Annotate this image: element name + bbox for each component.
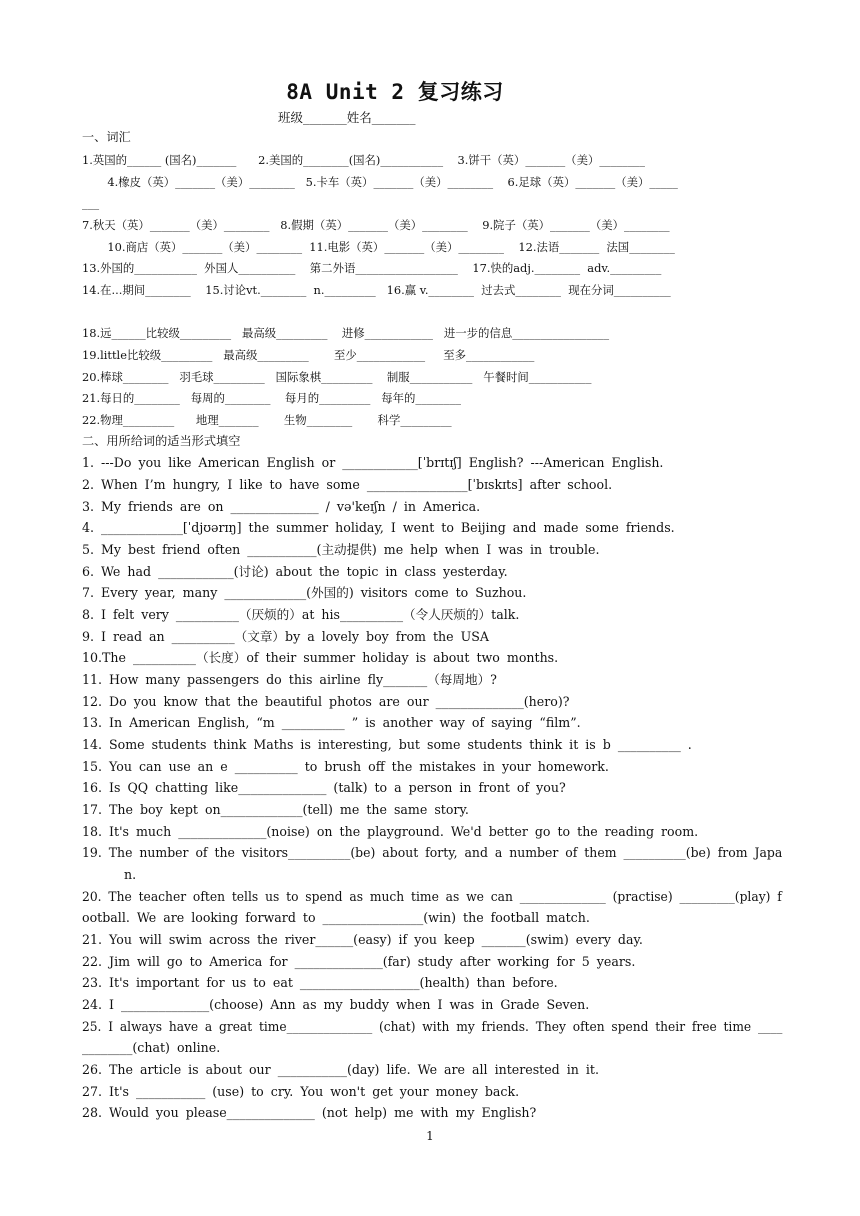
exercise-line: 28. Would you please______________ (not help) me with my English? [82,1105,537,1120]
exercise-line: 12. Do you know that the beautiful photos are our ______________(hero)? [82,694,570,709]
exercise-line: 14. Some students think Maths is interesting, but some students think it is b __________ . [82,737,692,752]
vocab-line: 1.英国的______ (国名)_______ 2.美国的________(国名)___________ 3.饼干（英）_______（美）________ [82,153,645,167]
page-number: 1 [426,1129,434,1143]
exercise-line: 4. _____________[ˈdjʊərɪŋ] the summer holiday, I went to Beijing and made some friends. [82,520,675,535]
exercise-line: 22. Jim will go to America for ______________(far) study after working for 5 years. [82,954,636,969]
section1-heading: 一、词汇 [82,130,131,144]
exercise-line: 26. The article is about our ___________(day) life. We are all interested in it. [82,1062,599,1077]
exercise-line: ootball. We are looking forward to ________________(win) the football match. [82,910,590,925]
vocab-line: 22.物理_________ 地理_______ 生物________ 科学_________ [82,413,452,427]
exercise-line: 15. You can use an e __________ to brush off the mistakes in your homework. [82,759,609,774]
exercise-line: 11. How many passengers do this airline fly_______（每周地）? [82,672,497,687]
exercise-line: 6. We had ____________(讨论) about the topic in class yesterday. [82,564,508,579]
exercise-line: 5. My best friend often ___________(主动提供) me help when I was in trouble. [82,542,600,557]
vocab-line: 14.在...期间________ 15.讨论vt.________ n._________ 16.赢 v.________ 过去式________ 现在分词__________ [82,283,671,297]
exercise-line: 13. In American English, “m __________ ” is another way of saying “film”. [82,715,581,730]
vocab-line: 4.橡皮（英）_______（美）________ 5.卡车（英）_______（美）________ 6.足球（英）_______（美）_____ [82,175,678,189]
exercise-line: 8. I felt very __________（厌烦的）at his__________（令人厌烦的）talk. [82,607,520,622]
exercise-line: 10.The __________（长度）of their summer holiday is about two months. [82,650,559,665]
vocab-line: 18.远______比较级_________ 最高级_________ 进修____________ 进一步的信息_________________ [82,326,610,340]
exercise-line: 1. ---Do you like American English or ____________[ˈbrɪtɪʃ] English? ---American English. [82,455,664,470]
exercise-line: 25. I always have a great time______________ (chat) with my friends. They often spend their free time ____ [82,1019,783,1034]
exercise-line: 18. It's much ______________(noise) on the playground. We'd better go to the reading room. [82,824,699,839]
exercise-line: 17. The boy kept on_____________(tell) me the same story. [82,802,469,817]
vocab-line: 10.商店（英）_______（美）________ 11.电影（英）_______（美）________ 12.法语_______ 法国________ [82,240,675,254]
exercise-line: 27. It's ___________ (use) to cry. You won't get your money back. [82,1084,520,1099]
exercise-line: 3. My friends are on ______________ / və'keɪʃn / in America. [82,499,481,514]
exercise-line: 9. I read an __________（文章）by a lovely boy from the USA [82,629,489,644]
exercise-line: n. [82,867,137,882]
vocab-line: 19.little比较级_________ 最高级_________ 至少____________ 至多____________ [82,348,535,362]
vocab-line: 13.外国的___________ 外国人__________ 第二外语__________________ 17.快的adj.________ adv._________ [82,261,662,275]
exercise-line: 20. The teacher often tells us to spend as much time as we can ______________ (practise) _________(play) f [82,889,782,904]
exercise-line: 7. Every year, many _____________(外国的) visitors come to Suzhou. [82,585,527,600]
vocab-line: 20.棒球________ 羽毛球_________ 国际象棋_________ 制服___________ 午餐时间___________ [82,370,592,384]
vocab-line: 7.秋天（英）_______（美）________ 8.假期（英）_______（美）________ 9.院子（英）_______（美）________ [82,218,670,232]
page-title: 8A Unit 2 复习练习 [286,80,504,104]
exercise-line: ________(chat) online. [82,1040,221,1055]
class-name-line: 班级_______姓名_______ [278,110,416,125]
exercise-line: 16. Is QQ chatting like______________ (talk) to a person in front of you? [82,780,566,795]
vocab-line: 21.每日的________ 每周的________ 每月的_________ 每年的________ [82,391,461,405]
section2-heading: 二、用所给词的适当形式填空 [82,434,241,448]
exercise-line: 24. I ______________(choose) Ann as my buddy when I was in Grade Seven. [82,997,590,1012]
exercise-line: 23. It's important for us to eat ___________________(health) than before. [82,975,558,990]
vocab-line: ___ [82,196,100,210]
exercise-line: 2. When I’m hungry, I like to have some ________________[ˈbɪskɪts] after school. [82,477,613,492]
exercise-line: 19. The number of the visitors__________(be) about forty, and a number of them __________(be) from Japa [82,845,783,860]
exercise-line: 21. You will swim across the river______(easy) if you keep _______(swim) every day. [82,932,643,947]
